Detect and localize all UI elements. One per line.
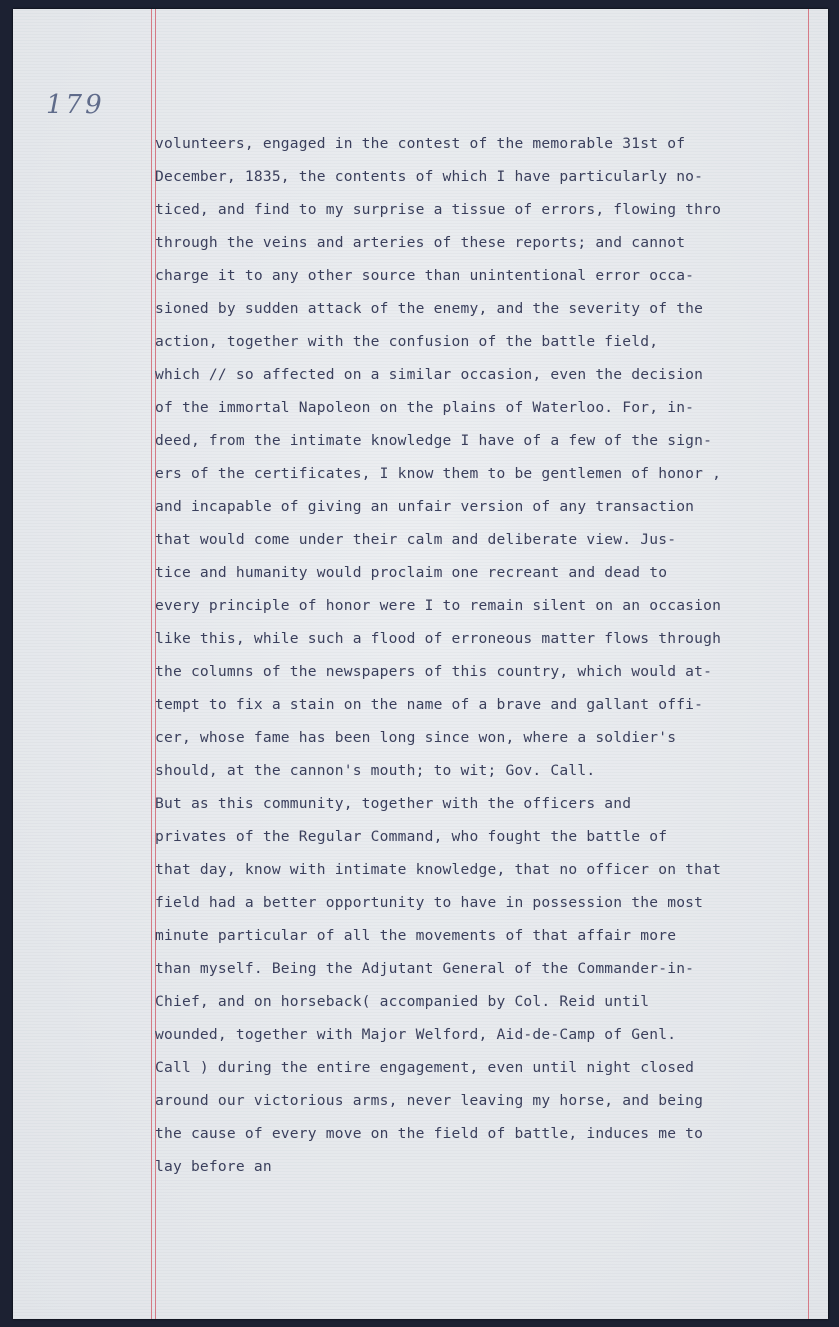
left-margin-line	[151, 9, 152, 1319]
text-line: through the veins and arteries of these reports; and cannot	[155, 234, 686, 251]
text-line: privates of the Regular Command, who fought the battle of	[155, 828, 668, 845]
text-line: the columns of the newspapers of this country, which would at-	[155, 663, 713, 680]
text-line: which // so affected on a similar occasion, even the decision	[155, 366, 704, 383]
page-number: 179	[46, 90, 105, 120]
text-line: deed, from the intimate knowledge I have of a few of the sign-	[155, 432, 713, 449]
text-line: lay before an	[155, 1158, 272, 1175]
text-line: every principle of honor were I to remain silent on an occasion	[155, 597, 722, 614]
text-line: around our victorious arms, never leaving my horse, and being	[155, 1092, 704, 1109]
text-line: field had a better opportunity to have in possession the most	[155, 894, 704, 911]
text-line: sioned by sudden attack of the enemy, and the severity of the	[155, 300, 704, 317]
text-line: like this, while such a flood of erroneous matter flows through	[155, 630, 722, 647]
text-line: minute particular of all the movements of that affair more	[155, 927, 677, 944]
text-line: tempt to fix a stain on the name of a brave and gallant offi-	[155, 696, 704, 713]
text-line: ers of the certificates, I know them to be gentlemen of honor ,	[155, 465, 722, 482]
text-line: that would come under their calm and deliberate view. Jus-	[155, 531, 677, 548]
text-line: tice and humanity would proclaim one recreant and dead to	[155, 564, 668, 581]
text-line: Chief, and on horseback( accompanied by Col. Reid until	[155, 993, 650, 1010]
text-line: December, 1835, the contents of which I have particularly no-	[155, 168, 704, 185]
text-line: cer, whose fame has been long since won, where a soldier's	[155, 729, 677, 746]
right-margin-line	[808, 9, 809, 1319]
text-line: charge it to any other source than unintentional error occa-	[155, 267, 695, 284]
text-line: But as this community, together with the officers and	[155, 795, 632, 812]
text-line: wounded, together with Major Welford, Aid-de-Camp of Genl.	[155, 1026, 677, 1043]
text-line: and incapable of giving an unfair version of any transaction	[155, 498, 695, 515]
text-line: the cause of every move on the field of battle, induces me to	[155, 1125, 704, 1142]
text-line: than myself. Being the Adjutant General of the Commander-in-	[155, 960, 695, 977]
text-line: of the immortal Napoleon on the plains of Waterloo. For, in-	[155, 399, 695, 416]
text-line: action, together with the confusion of the battle field,	[155, 333, 659, 350]
text-line: that day, know with intimate knowledge, that no officer on that	[155, 861, 722, 878]
text-line: Call ) during the entire engagement, even until night closed	[155, 1059, 695, 1076]
text-line: ticed, and find to my surprise a tissue of errors, flowing thro	[155, 201, 722, 218]
text-line: should, at the cannon's mouth; to wit; Gov. Call.	[155, 762, 596, 779]
text-line: volunteers, engaged in the contest of the memorable 31st of	[155, 135, 686, 152]
